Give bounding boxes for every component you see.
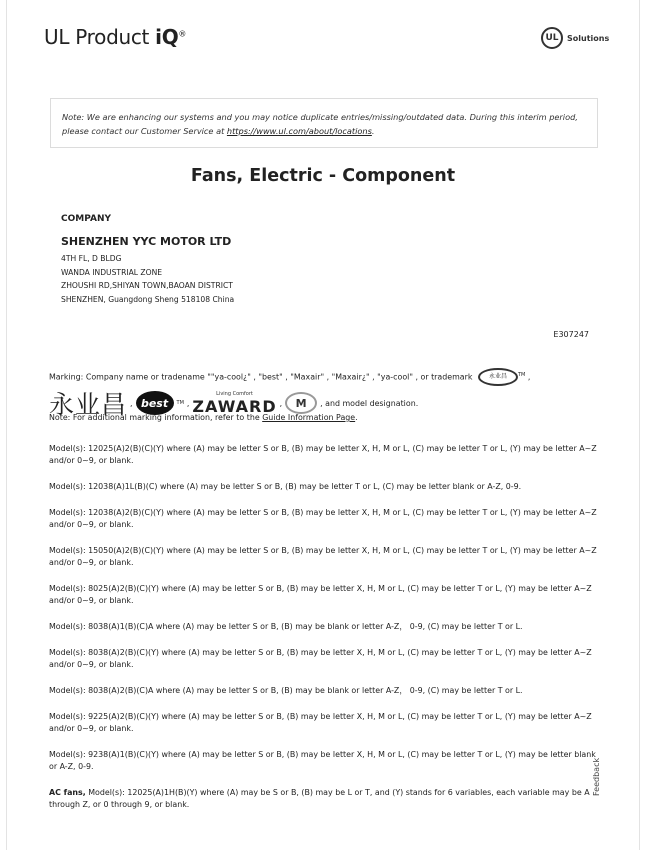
ul-circle-icon — [541, 27, 563, 49]
address-line: ZHOUSHI RD,SHIYAN TOWN,BAOAN DISTRICT — [61, 281, 233, 290]
guide-information-link[interactable]: Guide Information Page — [262, 413, 356, 422]
marking-text: Marking: Company name or tradename ""ya-cool¿" , "best" , "Maxair" , "Maxair¿" , "ya-cool" , or trademark 永业昌 ™ , — [49, 368, 609, 386]
notice-text: Note: We are enhancing our systems and you may notice duplicate entries/missing/outdated data. During this interim period, please contact our Customer Service at — [62, 112, 578, 136]
separator: , — [279, 398, 283, 408]
ac-fans-item — [49, 787, 597, 811]
file-number: E307247 — [553, 330, 589, 339]
brand-bold: iQ — [155, 25, 179, 49]
model-item: Model(s): 8038(A)2(B)(C)A where (A) may be letter S or B, (B) may be blank or letter A-Z， 0-9, (C) may be letter T or L. — [49, 686, 523, 695]
models-list — [49, 443, 597, 825]
address-line: SHENZHEN, Guangdong Sheng 518108 China — [61, 294, 235, 304]
model-item: Model(s): 9225(A)2(B)(C)(Y) where (A) may be letter S or B, (B) may be letter X, H, M or L, (C) may be letter T or L, (Y) may be letter A~Z and/or 0~9, or blank. — [49, 712, 592, 733]
separator: , — [186, 398, 190, 408]
marking-tail: , and model designation. — [320, 398, 419, 408]
company-heading: COMPANY — [61, 214, 111, 224]
feedback-tab[interactable] — [592, 752, 604, 796]
app-header — [44, 22, 186, 52]
address-line: WANDA INDUSTRIAL ZONE — [61, 267, 163, 277]
guide-note-text: Note: For additional marking information, refer to the — [49, 413, 263, 422]
ul-logo-text: Solutions — [567, 33, 610, 43]
model-item: Model(s): 8025(A)2(B)(C)(Y) where (A) may be letter S or B, (B) may be letter X, H, M or L, (C) may be letter T or L, (Y) may be letter A~Z and/or 0~9, or blank. — [49, 584, 592, 605]
cjk-logo: 永业昌 — [49, 390, 128, 419]
ul-logo-letters: UL — [545, 33, 559, 43]
company-address — [61, 252, 234, 306]
model-item: Model(s): 12025(A)2(B)(C)(Y) where (A) may be letter S or B, (B) may be letter X, H, M or L, (C) may be letter T or L, (Y) may be letter A~Z and/or 0~9, or blank. — [49, 444, 597, 465]
trademark-symbol: TM — [517, 371, 526, 378]
model-item: Model(s): 12038(A)2(B)(C)(Y) where (A) may be letter S or B, (B) may be letter X, H, M or L, (C) may be letter T or L, (Y) may be letter A~Z and/or 0~9, or blank. — [49, 508, 597, 529]
brand-logo[interactable] — [44, 25, 186, 49]
tm-mark: TM — [176, 400, 184, 406]
ac-fans-label: AC fans, — [49, 788, 86, 797]
guide-note — [49, 413, 358, 422]
ul-solutions-logo[interactable] — [541, 27, 609, 49]
model-item: Model(s): 8038(A)2(B)(C)(Y) where (A) may be letter S or B, (B) may be letter X, H, M or L, (C) may be letter T or L, (Y) may be letter A~Z and/or 0~9, or blank. — [49, 648, 592, 669]
notice-banner — [50, 98, 598, 148]
guide-note-end: . — [355, 413, 358, 422]
customer-service-link[interactable]: https://www.ul.com/about/locations — [226, 126, 372, 136]
model-item: Model(s): 12038(A)1L(B)(C) where (A) may be letter S or B, (B) may be letter T or L, (C) may be letter blank or A-Z, 0-9. — [49, 482, 522, 491]
marking-description: Marking: Company name or tradename ""ya-cool¿" , "best" , "Maxair" , "Maxair¿" , "ya-cool" , or trademark — [49, 372, 473, 382]
ac-fans-text: Model(s): 12025(A)1H(B)(Y) where (A) may be S or B, (B) may be L or T, and (Y) stands for 6 variables, each variable may be A through Z, or 0 through 9, or blank. — [49, 788, 590, 809]
m-logo: M — [285, 392, 317, 414]
company-name: SHENZHEN YYC MOTOR LTD — [61, 235, 232, 248]
brand-text: UL Product — [44, 25, 156, 49]
separator: , — [130, 398, 133, 408]
feedback-label: Feedback — [592, 757, 601, 796]
model-item: Model(s): 15050(A)2(B)(C)(Y) where (A) may be letter S or B, (B) may be letter X, H, M or L, (C) may be letter T or L, (Y) may be letter A~Z and/or 0~9, or blank. — [49, 546, 597, 567]
page-title: Fans, Electric - Component — [190, 166, 456, 186]
notice-end: . — [371, 126, 375, 136]
zaward-logo — [192, 391, 276, 416]
zaward-wordmark: ZAWARD — [192, 396, 277, 416]
trademark-swoosh-logo: 永业昌 — [478, 368, 518, 386]
zaward-tagline: Living Comfort — [216, 390, 253, 397]
brand-registered: ® — [178, 29, 187, 39]
model-item: Model(s): 9238(A)1(B)(C)(Y) where (A) may be letter S or B, (B) may be letter X, H, M or L, (C) may be letter T or L, (Y) may be letter blank or A-Z, 0-9. — [49, 750, 596, 771]
model-item: Model(s): 8038(A)1(B)(C)A where (A) may be letter S or B, (B) may be blank or letter A-Z， 0-9, (C) may be letter T or L. — [49, 622, 523, 631]
best-logo: best — [136, 391, 174, 415]
address-line: 4TH FL, D BLDG — [61, 254, 122, 263]
